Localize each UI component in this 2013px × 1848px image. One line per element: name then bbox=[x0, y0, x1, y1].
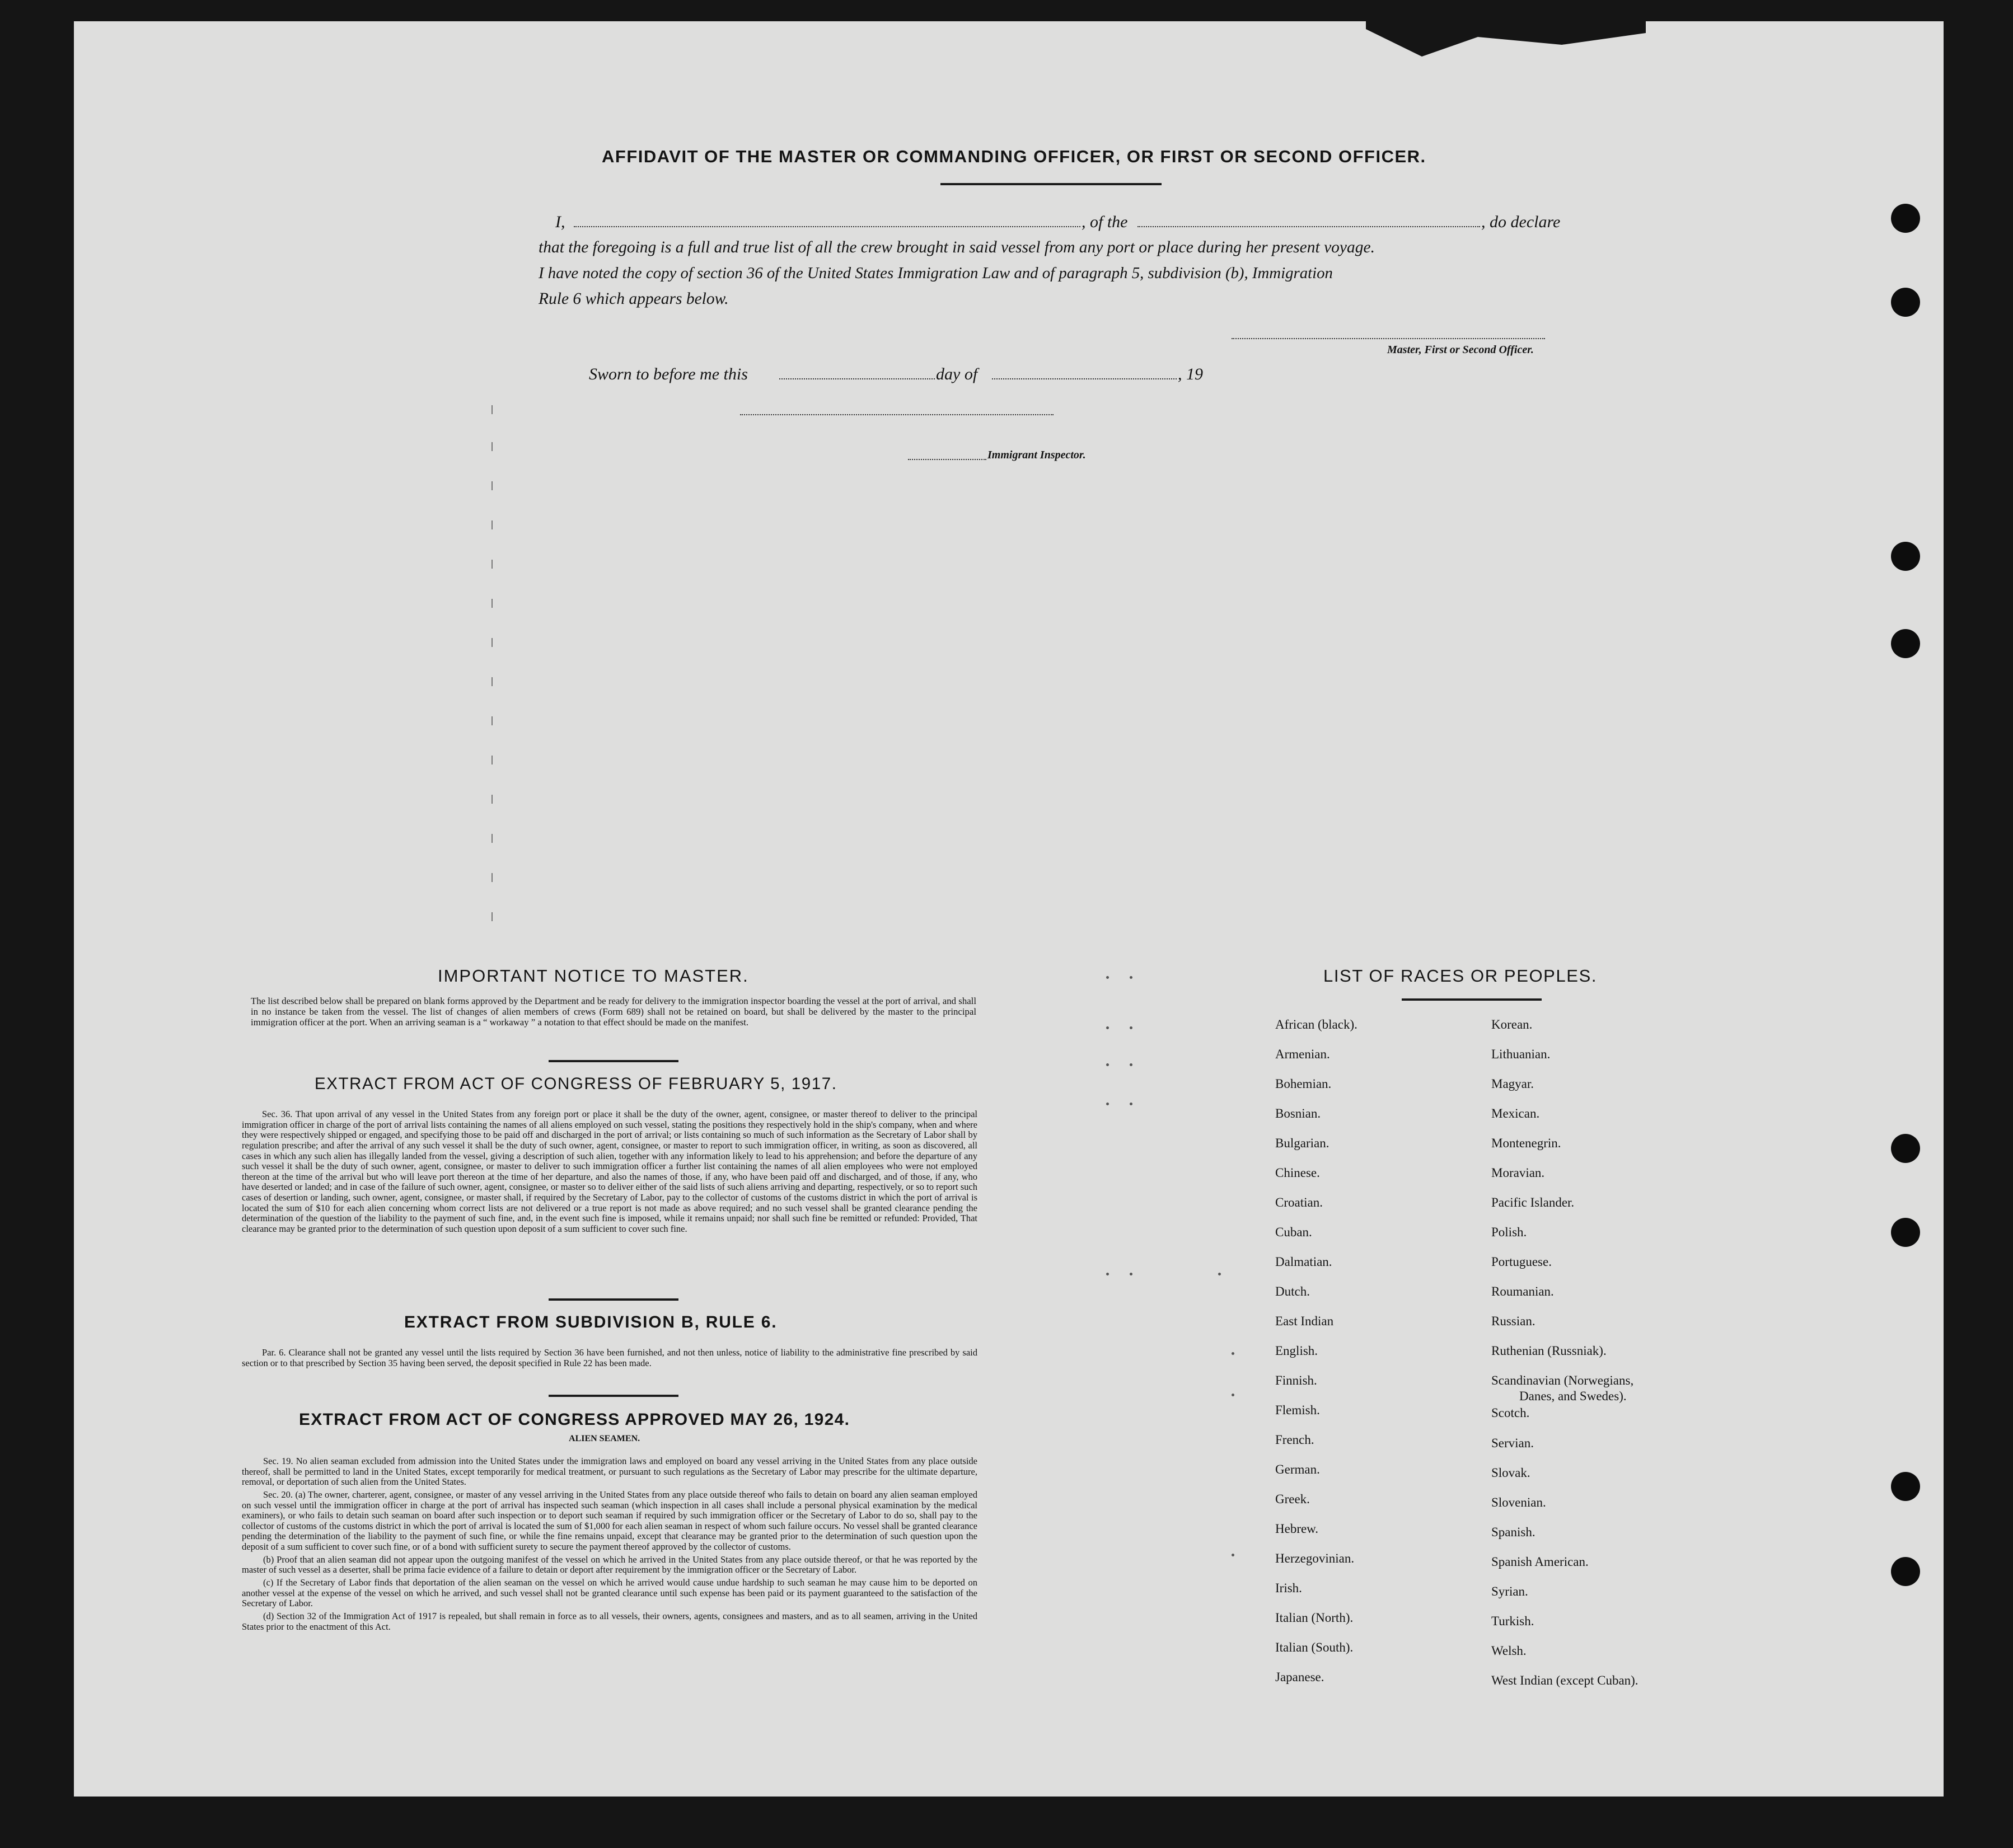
race-item: Chinese. bbox=[1275, 1166, 1320, 1180]
scan-mark bbox=[491, 716, 493, 725]
race-item: Japanese. bbox=[1275, 1670, 1324, 1684]
race-item: Magyar. bbox=[1491, 1077, 1534, 1091]
name-blank[interactable] bbox=[574, 226, 1080, 227]
race-item: Scotch. bbox=[1491, 1406, 1530, 1420]
races-rule bbox=[1402, 998, 1542, 1001]
race-item: Servian. bbox=[1491, 1436, 1534, 1450]
sworn-label: Sworn to before me this bbox=[589, 365, 748, 383]
race-item: Spanish American. bbox=[1491, 1555, 1589, 1569]
race-item: Bosnian. bbox=[1275, 1106, 1321, 1120]
race-item: Moravian. bbox=[1491, 1166, 1545, 1180]
extract-1924-subtitle: ALIEN SEAMEN. bbox=[569, 1434, 640, 1443]
declaration-line-3: I have noted the copy of section 36 of the United States Immigration Law and of paragraph 5, subdivision (b), Immigration bbox=[539, 264, 1333, 282]
binder-hole bbox=[1891, 1472, 1920, 1501]
binder-hole bbox=[1891, 1557, 1920, 1586]
declarant-i: I, bbox=[555, 213, 565, 231]
race-item: Pacific Islander. bbox=[1491, 1195, 1575, 1209]
extract-1924-title: EXTRACT FROM ACT OF CONGRESS APPROVED MAY 26, 1924. bbox=[299, 1410, 850, 1429]
title-rule bbox=[940, 183, 1162, 185]
notice-title: IMPORTANT NOTICE TO MASTER. bbox=[438, 966, 749, 986]
race-item: Bulgarian. bbox=[1275, 1136, 1329, 1150]
race-item: Scandinavian (Norwegians, bbox=[1491, 1373, 1634, 1387]
race-item: Roumanian. bbox=[1491, 1284, 1554, 1298]
inspector-signature-line[interactable] bbox=[740, 414, 1054, 415]
sec-20d-paragraph: (d) Section 32 of the Immigration Act of 1917 is repealed, but shall remain in force as to all vessels, their owners, agents, consignees and masters, and as to all seamen, arriving in the United States prior to the enactment of this Act. bbox=[242, 1610, 977, 1632]
declaration-line-2: that the foregoing is a full and true list of all the crew brought in said vessel from any port or place during her present voyage. bbox=[539, 238, 1375, 256]
race-item: Ruthenian (Russniak). bbox=[1491, 1344, 1607, 1358]
scan-mark bbox=[491, 520, 493, 529]
scan-mark bbox=[491, 756, 493, 764]
scan-mark bbox=[491, 560, 493, 569]
affidavit-title: AFFIDAVIT OF THE MASTER OR COMMANDING OFFICER, OR FIRST OR SECOND OFFICER. bbox=[602, 147, 1426, 166]
race-item: Bohemian. bbox=[1275, 1077, 1332, 1091]
race-item: French. bbox=[1275, 1433, 1314, 1447]
scan-mark bbox=[1106, 1063, 1109, 1066]
sec-19-paragraph: Sec. 19. No alien seaman excluded from admission into the United States under the immigration laws and employed on board any vessel arriving in the United States from any place outside thereof, shall be permitted to land in the United States, except temporarily for medical treatment, or pursuant to such regulations as the Secretary of Labor may prescribe for the ultimate departure, removal, or deportation of such alien from the United States. bbox=[242, 1456, 977, 1488]
sec-20c-paragraph: (c) If the Secretary of Labor finds that deportation of the alien seaman on the vessel on which he arrived would cause undue hardship to such seaman he may cause him to be deported on another vessel at the expense of the vessel on which he arrived, and such vessel shall not be granted clearance until such expense has been paid or its payment guaranteed to the satisfaction of the Secretary of Labor. bbox=[242, 1577, 977, 1609]
vessel-blank[interactable] bbox=[1137, 226, 1480, 227]
scan-mark bbox=[1106, 1273, 1109, 1275]
scan-mark bbox=[1106, 1026, 1109, 1029]
race-item: Cuban. bbox=[1275, 1225, 1312, 1239]
race-item: Spanish. bbox=[1491, 1525, 1536, 1539]
race-item: Slovenian. bbox=[1491, 1495, 1546, 1509]
binder-hole bbox=[1891, 629, 1920, 658]
race-item: Dutch. bbox=[1275, 1284, 1310, 1298]
scan-mark bbox=[1106, 976, 1109, 979]
scan-mark bbox=[1232, 1352, 1234, 1355]
race-item: Russian. bbox=[1491, 1314, 1536, 1328]
rule6-text: Par. 6. Clearance shall not be granted any vessel until the lists required by Section 36 have been furnished, and not then unless, notice of liability to the administrative fine prescribed by said section or to that prescribed by Section 35 having been served, the deposit specified in Rule 22 has been made. bbox=[242, 1347, 977, 1368]
scan-mark bbox=[1232, 1394, 1234, 1396]
scan-mark bbox=[491, 677, 493, 686]
rule6-title: EXTRACT FROM SUBDIVISION B, RULE 6. bbox=[404, 1313, 778, 1331]
scan-mark bbox=[1130, 1063, 1132, 1066]
sworn-month-blank[interactable] bbox=[992, 378, 1177, 379]
extract-1917-rule bbox=[549, 1298, 678, 1301]
scan-mark bbox=[491, 599, 493, 608]
day-of-label: day of bbox=[936, 365, 978, 383]
scan-mark bbox=[491, 873, 493, 882]
race-item: Polish. bbox=[1491, 1225, 1527, 1239]
scan-mark bbox=[491, 795, 493, 804]
race-item: Greek. bbox=[1275, 1492, 1310, 1506]
extract-1924-text bbox=[242, 1456, 977, 1634]
race-item: Italian (South). bbox=[1275, 1640, 1354, 1654]
master-signature-label: Master, First or Second Officer. bbox=[1387, 344, 1534, 356]
race-item: Korean. bbox=[1491, 1017, 1533, 1031]
race-item: Turkish. bbox=[1491, 1614, 1534, 1628]
scan-mark bbox=[491, 405, 493, 414]
scan-mark bbox=[1130, 1026, 1132, 1029]
scan-mark bbox=[1130, 1273, 1132, 1275]
binder-hole bbox=[1891, 288, 1920, 317]
binder-hole bbox=[1891, 1134, 1920, 1163]
scan-mark bbox=[491, 638, 493, 647]
binder-hole bbox=[1891, 542, 1920, 571]
sec-20b-paragraph: (b) Proof that an alien seaman did not appear upon the outgoing manifest of the vessel on which he arrived in the United States from any place outside thereof, or that he was reported by the master of such vessel as a deserter, shall be prima facie evidence of a failure to detain or deport after requirement by the immigration officer or the Secretary of Labor. bbox=[242, 1554, 977, 1575]
race-item: Slovak. bbox=[1491, 1466, 1530, 1480]
race-item: Herzegovinian. bbox=[1275, 1551, 1355, 1565]
scan-mark bbox=[491, 834, 493, 843]
inspector-label: Immigrant Inspector. bbox=[987, 449, 1086, 461]
notice-rule bbox=[549, 1060, 678, 1062]
race-item: Italian (North). bbox=[1275, 1611, 1354, 1625]
race-item: Syrian. bbox=[1491, 1584, 1528, 1598]
rule6-rule bbox=[549, 1395, 678, 1397]
race-item: East Indian bbox=[1275, 1314, 1334, 1328]
race-item: Portuguese. bbox=[1491, 1255, 1552, 1269]
race-item: Croatian. bbox=[1275, 1195, 1323, 1209]
races-title: LIST OF RACES OR PEOPLES. bbox=[1323, 966, 1598, 986]
do-declare-label: , do declare bbox=[1481, 213, 1561, 231]
binder-hole bbox=[1891, 1218, 1920, 1247]
race-item: Lithuanian. bbox=[1491, 1047, 1551, 1061]
declaration-line-4: Rule 6 which appears below. bbox=[539, 290, 729, 308]
race-item: Hebrew. bbox=[1275, 1522, 1319, 1536]
race-item: Danes, and Swedes). bbox=[1519, 1389, 1627, 1403]
race-item: German. bbox=[1275, 1462, 1320, 1476]
scan-mark bbox=[1106, 1103, 1109, 1105]
race-item: Welsh. bbox=[1491, 1644, 1527, 1658]
race-item: Mexican. bbox=[1491, 1106, 1540, 1120]
race-item: Flemish. bbox=[1275, 1403, 1320, 1417]
binder-hole bbox=[1891, 204, 1920, 233]
race-item: Montenegrin. bbox=[1491, 1136, 1561, 1150]
race-item: West Indian (except Cuban). bbox=[1491, 1673, 1639, 1687]
scan-mark bbox=[491, 912, 493, 921]
scan-mark bbox=[1130, 1103, 1132, 1105]
extract-1917-text: Sec. 36. That upon arrival of any vessel in the United States from any foreign port or place it shall be the duty of the owner, agent, consignee, or master thereof to deliver to the principal immigration officer in charge of the port of arrival lists containing the names of all aliens employed on such vessel, stating the positions they respectively hold in the ship's company, when and where they were respectively shipped or engaged, and specifying those to be paid off and discharged in the port of arrival; or lists containing so much of such information as the Secretary of Labor shall by regulation prescribe; and after the arrival of any such vessel it shall be the duty of such owner, agent, consignee, or master to report to such immigration officer, in writing, as soon as discovered, all cases in which any such alien has illegally landed from the vessel, giving a description of such alien, together with any information likely to lead to his apprehension; and before the departure of any such vessel it shall be the duty of such owner, agent, consignee, or master to deliver to such immigration officer a further list containing the names of all alien employees who were not employed thereon at the time of the arrival but who will leave port thereon at the time of her departure, and also the names of those, if any, who have been paid off and discharged, and of those, if any, who have deserted or landed; and in case of the failure of such owner, agent, consignee, or master so to deliver either of the said lists of such aliens arriving and departing, respectively, or so to report such cases of desertion or landing, such owner, agent, consignee, or master shall, if required by the Secretary of Labor, pay to the collector of customs of the customs district in which the port of arrival is located the sum of $10 for each alien concerning whom correct lists are not delivered or a true report is not made as above required; and no such vessel shall be granted clearance pending the determination of the question of the liability to the payment of such fine, and, in the event such fine is imposed, while it remains unpaid; nor shall such fine be remitted or refunded: Provided, That clearance may be granted prior to the determination of such question upon deposit of a sum sufficient to cover such fine. bbox=[242, 1109, 977, 1235]
master-signature-line[interactable] bbox=[1232, 338, 1545, 339]
scan-mark bbox=[1130, 976, 1132, 979]
scan-mark bbox=[491, 481, 493, 490]
race-item: Dalmatian. bbox=[1275, 1255, 1332, 1269]
race-item: Irish. bbox=[1275, 1581, 1302, 1595]
race-item: Armenian. bbox=[1275, 1047, 1330, 1061]
sec-20a-paragraph: Sec. 20. (a) The owner, charterer, agent, consignee, or master of any vessel arriving in the United States from any place outside thereof who fails to detain on board any alien seaman employed on such vessel until the immigration officer in charge at the port of arrival has inspected such seaman (which inspection in all cases shall include a personal physical examination by the medical examiners), or who fails to detain such seaman on board after such inspection or to deport such seaman if required by such immigration officer or the Secretary of Labor to do so, shall pay to the collector of customs of the customs district in which the port of arrival is located the sum of $1,000 for each alien seaman in respect of whom such failure occurs. No vessel shall be granted clearance pending the determination of the liability to the payment of such fine, or while the fine remains unpaid, except that clearance may be granted prior to the determination of such question upon the deposit of a sum sufficient to cover such fine, or of a bond with sufficient surety to secure the payment thereof approved by the collector of customs. bbox=[242, 1489, 977, 1552]
of-the-label: , of the bbox=[1082, 213, 1128, 231]
year-label: , 19 bbox=[1178, 365, 1203, 383]
scan-mark bbox=[1232, 1554, 1234, 1556]
sworn-day-blank[interactable] bbox=[779, 378, 935, 379]
race-item: Finnish. bbox=[1275, 1373, 1317, 1387]
race-item: African (black). bbox=[1275, 1017, 1357, 1031]
scan-mark bbox=[491, 442, 493, 451]
notice-text: The list described below shall be prepared on blank forms approved by the Department and be ready for delivery to the immigration inspector boarding the vessel at the port of arrival, and shall in no instance be taken from the vessel. The list of changes of alien members of crews (Form 689) shall not be retained on board, but shall be delivered by the master to the principal immigration officer at the port. When an arriving seaman is a “ workaway ” a notation to that effect should be made on the manifest. bbox=[251, 996, 976, 1028]
extract-1917-title: EXTRACT FROM ACT OF CONGRESS OF FEBRUARY 5, 1917. bbox=[315, 1075, 837, 1093]
inspector-short-line[interactable] bbox=[908, 459, 986, 460]
race-item: English. bbox=[1275, 1344, 1318, 1358]
scan-mark bbox=[1218, 1273, 1221, 1275]
